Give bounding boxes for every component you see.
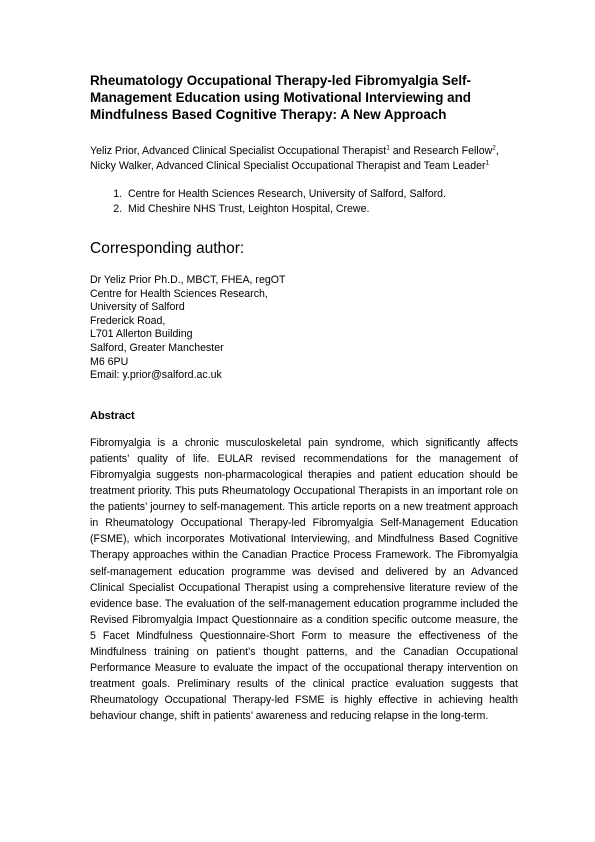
author-text-1: Yeliz Prior, Advanced Clinical Specialist Occupational Therapist — [90, 145, 387, 157]
affiliation-marker-2: 2 — [492, 144, 496, 152]
affiliation-marker-1: 1 — [386, 144, 390, 152]
affiliation-item: 2. Mid Cheshire NHS Trust, Leighton Hospital, Crewe. — [125, 202, 518, 217]
address-line: L701 Allerton Building — [90, 328, 193, 341]
paper-title: Rheumatology Occupational Therapy-led Fibromyalgia Self-Management Education using Motivational Interviewing and Mindfulness Based Cognitive Therapy: A New Approach — [90, 73, 471, 122]
address-line: Centre for Health Sciences Research, — [90, 287, 268, 300]
corresponding-author-heading: Corresponding author: — [90, 240, 245, 257]
address-line: Dr Yeliz Prior Ph.D., MBCT, FHEA, regOT — [90, 274, 286, 286]
address-line: Frederick Road, — [90, 314, 166, 327]
affiliation-marker-3: 1 — [485, 158, 490, 166]
abstract-heading: Abstract — [90, 409, 135, 422]
author-text-2: and Research Fellow — [389, 145, 493, 157]
author-list — [90, 144, 518, 173]
document-page — [90, 72, 518, 735]
address-line: University of Salford — [90, 301, 185, 314]
address-line: M6 6PU — [90, 355, 129, 368]
affiliation-list — [90, 187, 518, 216]
email-line: Email: y.prior@salford.ac.uk — [90, 369, 222, 382]
address-line: Salford, Greater Manchester — [90, 341, 224, 354]
corresponding-address — [90, 274, 518, 383]
abstract-body: Fibromyalgia is a chronic musculoskeletal pain syndrome, which significantly affects patients’ quality of life. EULAR revised recommendations for the management of Fibromyalgia suggests non-pharmacological therapies and patient education should be treatment priority. This puts Rheumatology Occupational Therapists in an important role on the patients’ journey to self-management. This article reports on a new treatment approach in Rheumatology Occupational Therapy-led Fibromyalgia Self-Management Education (FSME), which incorporates Motivational Interviewing, and Mindfulness Based Cognitive Therapy approaches within the Canadian Practice Process Framework. The Fibromyalgia self-management education programme was devised and delivered by an Advanced Clinical Specialist Occupational Therapist using a comprehensive literature review of the evidence base. The evaluation of the self-management education programme included the Revised Fibromyalgia Impact Questionnaire as a condition specific outcome measure, the 5 Facet Mindfulness Questionnaire-Short Form to measure the effectiveness of the Mindfulness training on patient’s thought patterns, and the Canadian Occupational Performance Measure to evaluate the impact of the occupational therapy intervention on treatment goals. Preliminary results of the clinical practice evaluation suggests that Rheumatology Occupational Therapy-led FSME is highly effective in achieving health behaviour change, shift in patients’ awareness and reducing relapse in the long-term. — [90, 436, 518, 723]
affiliation-item: 1. Centre for Health Sciences Research, University of Salford, Salford. — [125, 187, 518, 202]
author-text-3: , Nicky Walker, Advanced Clinical Specialist Occupational Therapist and Team Leader — [90, 145, 499, 172]
